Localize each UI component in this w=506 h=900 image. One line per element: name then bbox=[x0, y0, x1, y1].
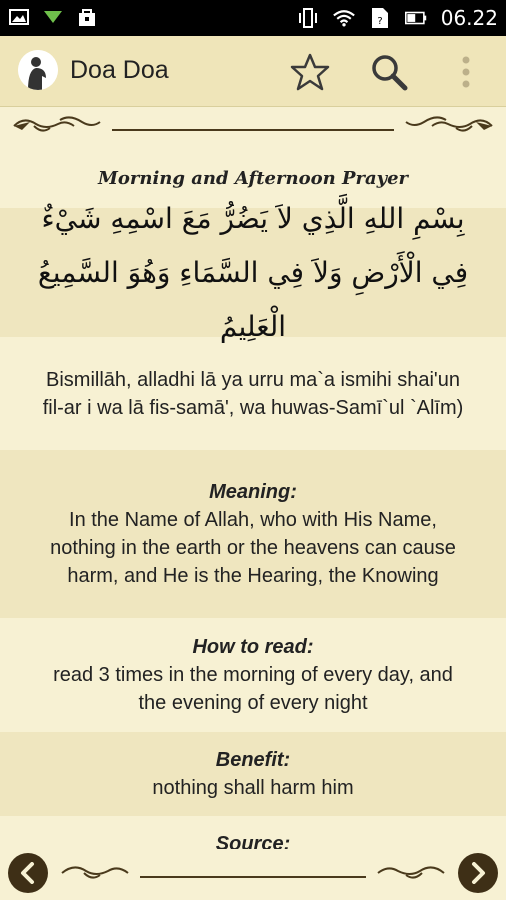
prayer-content[interactable] bbox=[0, 106, 506, 849]
bottom-ornament bbox=[0, 849, 506, 900]
previous-button[interactable] bbox=[8, 853, 48, 893]
source-section bbox=[0, 816, 506, 849]
vibrate-icon bbox=[297, 7, 319, 29]
ornament-divider bbox=[0, 106, 506, 150]
bag-icon bbox=[76, 6, 98, 28]
wifi-icon bbox=[333, 7, 355, 29]
benefit-text: nothing shall harm him bbox=[152, 777, 354, 799]
prayer-title: Morning and Afternoon Prayer bbox=[97, 168, 409, 189]
search-icon[interactable] bbox=[367, 50, 411, 94]
next-button[interactable] bbox=[458, 853, 498, 893]
app-bar bbox=[0, 36, 506, 107]
how-to-read-label: How to read: bbox=[192, 636, 314, 658]
svg-text:?: ? bbox=[377, 16, 383, 27]
transliteration-value: Bismillāh, alladhi lā ya urru ma`a ismihi shai'un fil-ar i wa lā fis-samā', wa huwas-Samī`ul `Alīm) bbox=[42, 368, 464, 419]
image-icon bbox=[8, 6, 30, 28]
bottom-nav bbox=[0, 849, 506, 900]
transliteration-text bbox=[0, 337, 506, 450]
arabic-text: بِسْمِ اللهِ الَّذِي لاَ يَضُرُّ مَعَ اسْمِهِ شَيْءٌ فِي الْأَرْضِ وَلاَ فِي السَّمَاءِ وَهُوَ السَّمِيعُ الْعَلِيمُ bbox=[0, 208, 506, 337]
star-icon[interactable] bbox=[288, 50, 332, 94]
status-time: 06.22 bbox=[440, 6, 498, 30]
sim-card-icon bbox=[369, 7, 391, 29]
signal-down-icon bbox=[42, 6, 64, 28]
chevron-right-icon bbox=[468, 862, 488, 884]
benefit-section bbox=[0, 732, 506, 816]
source-label: Source: bbox=[215, 833, 291, 849]
meaning-text: In the Name of Allah, who with His Name, nothing in the earth or the heavens can cause harm, and He is the Hearing, the Knowing bbox=[50, 509, 456, 587]
how-to-read-section bbox=[0, 618, 506, 732]
meaning-label: Meaning: bbox=[209, 481, 297, 503]
status-bar bbox=[0, 0, 506, 36]
battery-icon bbox=[405, 7, 427, 29]
overflow-menu-icon[interactable] bbox=[444, 50, 488, 94]
benefit-label: Benefit: bbox=[215, 749, 291, 771]
app-title: Doa Doa bbox=[70, 56, 169, 84]
meaning-section bbox=[0, 450, 506, 618]
praying-man-icon[interactable] bbox=[18, 50, 58, 90]
chevron-left-icon bbox=[18, 862, 38, 884]
how-to-read-text: read 3 times in the morning of every day, and the evening of every night bbox=[53, 664, 453, 714]
